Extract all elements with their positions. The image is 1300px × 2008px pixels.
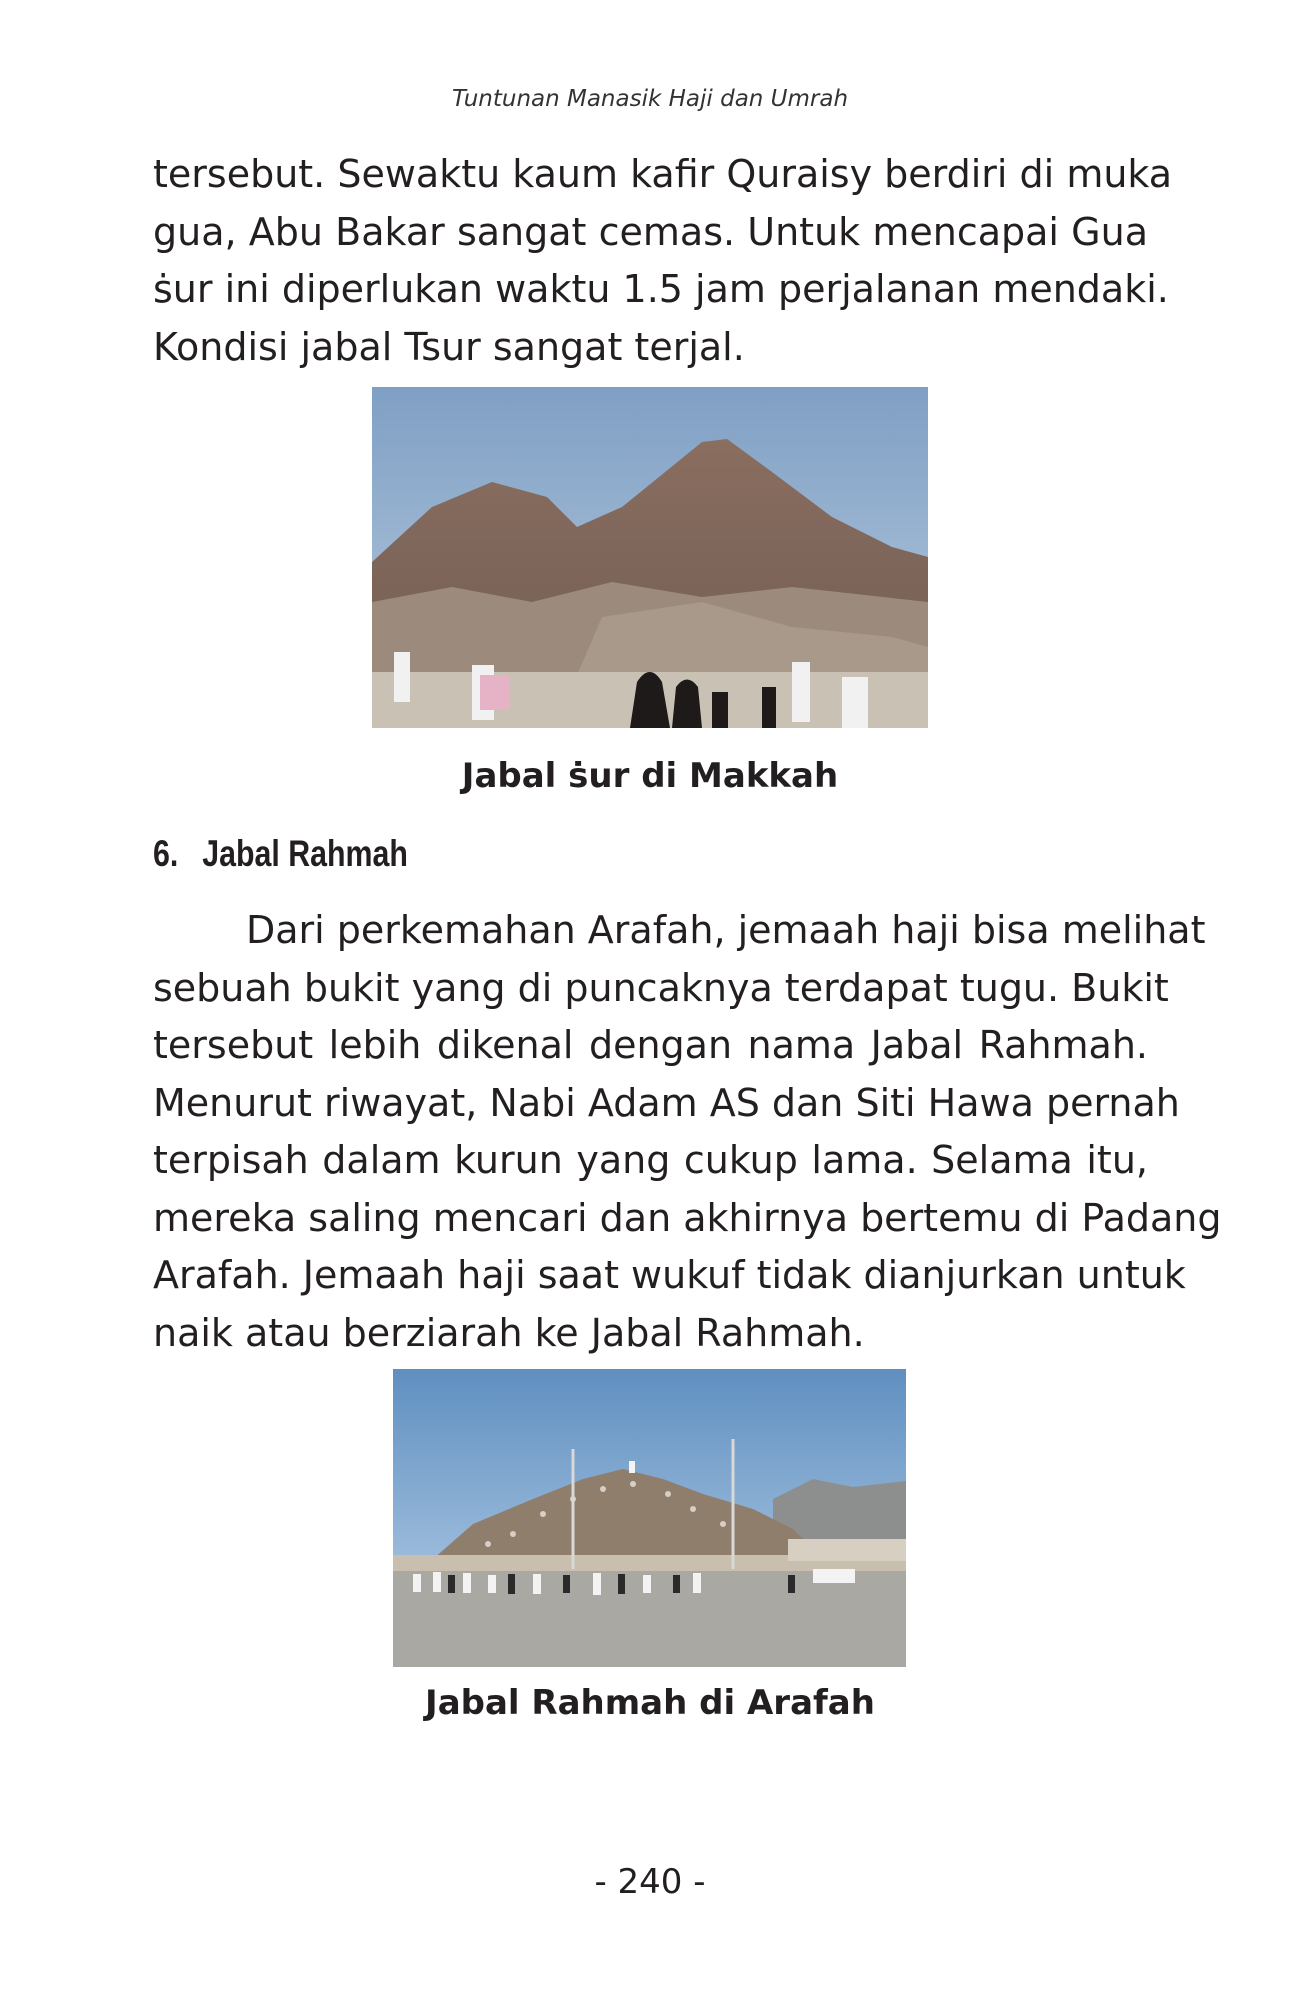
figure-caption: Jabal ṡur di Makkah (461, 756, 839, 796)
text-line: ṡur ini diperlukan waktu 1.5 jam perjalanan mendaki. (153, 267, 1169, 311)
intro-paragraph (153, 146, 1173, 376)
running-head: Tuntunan Manasik Haji dan Umrah (451, 86, 849, 112)
text-line: Arafah. Jemaah haji saat wukuf tidak dianjurkan untuk (153, 1253, 1186, 1297)
page-number: - 240 - (594, 1862, 706, 1902)
jabal-tsur-photo (372, 387, 928, 728)
text-line: mereka saling mencari dan akhirnya bertemu di Padang (153, 1195, 1222, 1240)
text-line: Dari perkemahan Arafah, jemaah haji bisa melihat (246, 908, 1206, 952)
section-title: Jabal Rahmah (202, 833, 408, 874)
text-line: tersebut. Sewaktu kaum kafir Quraisy berdiri di muka (153, 152, 1173, 196)
text-line: sebuah bukit yang di puncaknya terdapat tugu. Bukit (153, 965, 1169, 1010)
text-line: naik atau berziarah ke Jabal Rahmah. (153, 1310, 865, 1355)
text-line: Kondisi jabal Tsur sangat terjal. (153, 324, 745, 369)
jabal-rahmah-photo (393, 1369, 906, 1667)
body-paragraph (153, 902, 1222, 1362)
text-line: gua, Abu Bakar sangat cemas. Untuk mencapai Gua (153, 209, 1148, 254)
text-line: tersebut lebih dikenal dengan nama Jabal Rahmah. (153, 1023, 1148, 1067)
figure-caption: Jabal Rahmah di Arafah (425, 1683, 875, 1723)
text-line: Menurut riwayat, Nabi Adam AS dan Siti Hawa pernah (153, 1080, 1180, 1125)
section-heading (153, 833, 408, 875)
text-line: terpisah dalam kurun yang cukup lama. Selama itu, (153, 1138, 1148, 1182)
section-number: 6. (153, 833, 179, 874)
